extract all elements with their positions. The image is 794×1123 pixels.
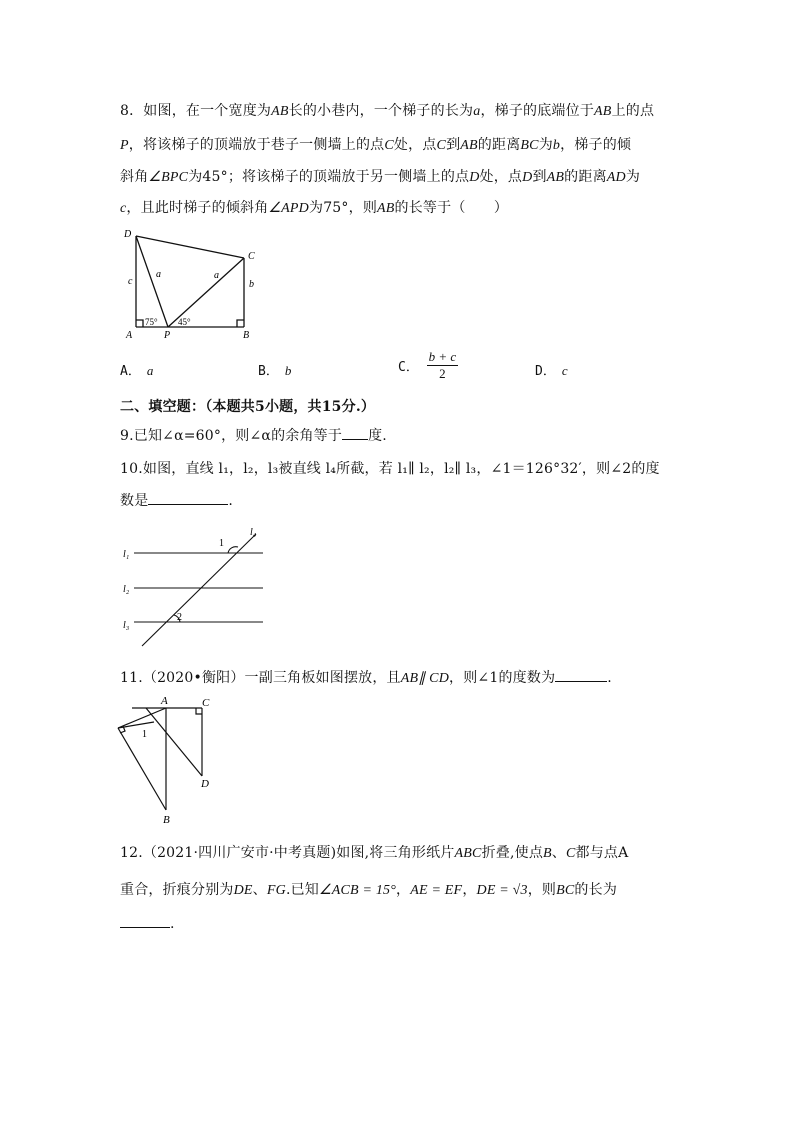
q12-line-2 — [120, 879, 617, 899]
q10-line-1: 10.如图，直线 l₁，l₂，l₃被直线 l₄所截，若 l₁∥ l₂，l₂∥ l₃，∠1＝126°32′，则∠2的度 — [120, 461, 660, 477]
q9-line — [120, 425, 387, 445]
q12-text: .已知 — [285, 882, 319, 898]
top-dc — [136, 236, 244, 258]
q10-text: . — [228, 493, 234, 509]
q8-angle-bpc: ∠BPC — [148, 170, 189, 185]
q8-var-ab: AB — [594, 104, 612, 119]
q9-text: 9.已知∠α=60°，则∠α的余角等于 — [120, 428, 343, 444]
label-a: A — [161, 695, 168, 707]
q10-parallel-lines-figure — [118, 520, 274, 648]
q10-text: 数是 — [120, 493, 149, 509]
segment-left-top — [118, 708, 166, 728]
label-l1: l₁ — [123, 549, 130, 560]
q12-var-abc: ABC — [454, 846, 482, 861]
q12-answer-blank[interactable] — [120, 915, 170, 928]
q12-text: ， — [462, 882, 477, 898]
q12-var-b: B — [543, 846, 552, 861]
q8-var-ab: AB — [460, 138, 478, 153]
q12-text: 、 — [252, 882, 267, 898]
q8-text: 为 — [625, 169, 641, 185]
q8-text: 长的小巷内，一个梯子的长为 — [288, 103, 474, 119]
section-heading-fill-in: 二、填空题：（本题共5小题，共15分.） — [120, 399, 376, 415]
q8-text: 的距离 — [564, 169, 607, 185]
option-label: C． — [398, 360, 419, 375]
q8-text: 为 — [538, 137, 553, 153]
fraction — [427, 349, 459, 382]
label-angle-75: 75° — [145, 317, 158, 327]
option-label: A． — [120, 364, 141, 379]
q12-angle-acb: ∠ACB = 15° — [319, 883, 397, 898]
q11-text: 11.（2020•衡阳）一副三角板如图摆放，且 — [120, 670, 401, 686]
q8-text: 到 — [446, 137, 461, 153]
q8-option-d[interactable] — [535, 360, 568, 379]
q8-line-2 — [120, 134, 631, 154]
q12-text: ， — [396, 882, 411, 898]
label-d: D — [124, 229, 132, 240]
q8-text: 处，点 — [393, 137, 437, 153]
q11-parallel-ab-cd: AB∥ CD — [400, 671, 450, 686]
q8-var-ad: AD — [606, 170, 626, 185]
q8-text: ，将该梯子的顶端放于巷子一侧墙上的点 — [128, 137, 385, 153]
q8-var-ab: AB — [546, 170, 565, 185]
label-b: B — [243, 330, 250, 341]
option-value: b — [284, 363, 292, 378]
q8-var-c-small: c — [120, 201, 127, 216]
q9-text: 度. — [368, 428, 387, 444]
label-angle-1: 1 — [142, 729, 147, 740]
q12-text: 、 — [551, 845, 566, 861]
q12-de-eq-sqrt3: DE = √3 — [476, 883, 528, 898]
segment-left-b — [118, 728, 166, 810]
q8-line-4 — [120, 197, 508, 217]
label-p: P — [164, 330, 171, 341]
q12-line-1 — [120, 842, 628, 862]
q10-line-2 — [120, 490, 233, 510]
option-label: D． — [535, 364, 556, 379]
q8-var-c: C — [436, 138, 447, 153]
label-side-a-left: a — [156, 269, 161, 280]
q8-line-3 — [120, 166, 640, 186]
q8-var-bc: BC — [520, 138, 539, 153]
q8-text: 的长等于（ ） — [394, 200, 509, 216]
option-value: a — [146, 363, 154, 378]
option-value: c — [561, 363, 568, 378]
q8-text: 8．如图，在一个宽度为 — [120, 103, 272, 119]
q12-ae-eq-ef: AE = EF — [410, 883, 463, 898]
q8-text: ，梯子的倾 — [560, 137, 632, 153]
right-angle-a — [136, 320, 143, 327]
q12-var-fg: FG — [266, 883, 286, 898]
q9-answer-blank[interactable] — [342, 427, 368, 440]
q8-ladder-figure — [118, 224, 268, 342]
q12-var-de: DE — [233, 883, 253, 898]
label-d: D — [201, 778, 209, 790]
option-label: B． — [258, 364, 279, 379]
label-angle-1: 1 — [219, 538, 224, 549]
q11-text: . — [607, 670, 612, 686]
label-b: B — [163, 814, 170, 826]
q8-text: 斜角 — [120, 169, 149, 185]
label-c: C — [248, 251, 255, 262]
line-l4 — [142, 534, 256, 646]
q8-text: 为45°；将该梯子的顶端放于另一侧墙上的点 — [188, 169, 470, 185]
q12-var-c: C — [565, 846, 576, 861]
q11-triangle-rulers-figure — [114, 692, 224, 828]
q8-text: 上的点 — [611, 103, 655, 119]
q8-var-p: P — [120, 138, 129, 153]
q12-text: 的长为 — [574, 882, 618, 898]
right-angle-b — [237, 320, 244, 327]
label-l4: l₄ — [250, 527, 257, 538]
q8-option-c[interactable] — [398, 349, 458, 382]
q11-text: ，则∠1的度数为 — [449, 670, 556, 686]
q8-var-a: a — [473, 104, 481, 119]
label-angle-2: 2 — [177, 612, 182, 623]
q12-var-bc: BC — [556, 883, 575, 898]
q8-var-ab: AB — [377, 201, 395, 216]
q12-text: . — [170, 916, 175, 932]
q8-var-b: b — [552, 138, 561, 153]
label-side-c: c — [128, 276, 133, 287]
q8-text: 处，点 — [479, 169, 523, 185]
q10-answer-blank[interactable] — [148, 492, 228, 505]
ladder-dp — [136, 236, 168, 327]
q8-var-d: D — [469, 170, 480, 185]
q8-text: 为75°，则 — [309, 200, 378, 216]
segment-hyp-d — [146, 708, 202, 776]
label-l3: l₃ — [123, 620, 130, 631]
label-side-a-right: a — [214, 270, 219, 281]
q8-text: 到 — [532, 169, 547, 185]
label-a: A — [126, 330, 133, 341]
q11-answer-blank[interactable] — [555, 669, 607, 682]
q8-var-c: C — [384, 138, 394, 153]
q8-text: ，且此时梯子的倾斜角 — [126, 200, 269, 216]
q12-line-3 — [120, 915, 175, 932]
q12-text: ，则 — [527, 882, 557, 898]
label-c: C — [202, 697, 210, 709]
label-angle-45: 45° — [178, 317, 191, 327]
q12-text: 重合，折痕分别为 — [120, 882, 234, 898]
label-l2: l₂ — [123, 584, 130, 595]
fraction-numerator: b + c — [428, 349, 457, 364]
q8-var-ab: AB — [271, 104, 289, 119]
q8-angle-apd: ∠APD — [268, 201, 309, 216]
q12-text: 折叠,使点 — [481, 845, 544, 861]
q12-text: 12.（2021·四川广安市·中考真题)如图,将三角形纸片 — [120, 845, 455, 861]
q8-line-1 — [120, 100, 654, 120]
label-side-b: b — [249, 279, 254, 290]
q8-option-b[interactable] — [258, 360, 291, 379]
fraction-denominator: 2 — [439, 366, 446, 381]
q8-var-d: D — [522, 170, 533, 185]
angle-1-arc — [228, 547, 238, 553]
q12-text: 都与点A — [575, 845, 629, 861]
q11-line — [120, 667, 612, 687]
q8-text: ，梯子的底端位于 — [480, 103, 595, 119]
q8-option-a[interactable] — [120, 360, 153, 379]
q8-text: 的距离 — [477, 137, 521, 153]
